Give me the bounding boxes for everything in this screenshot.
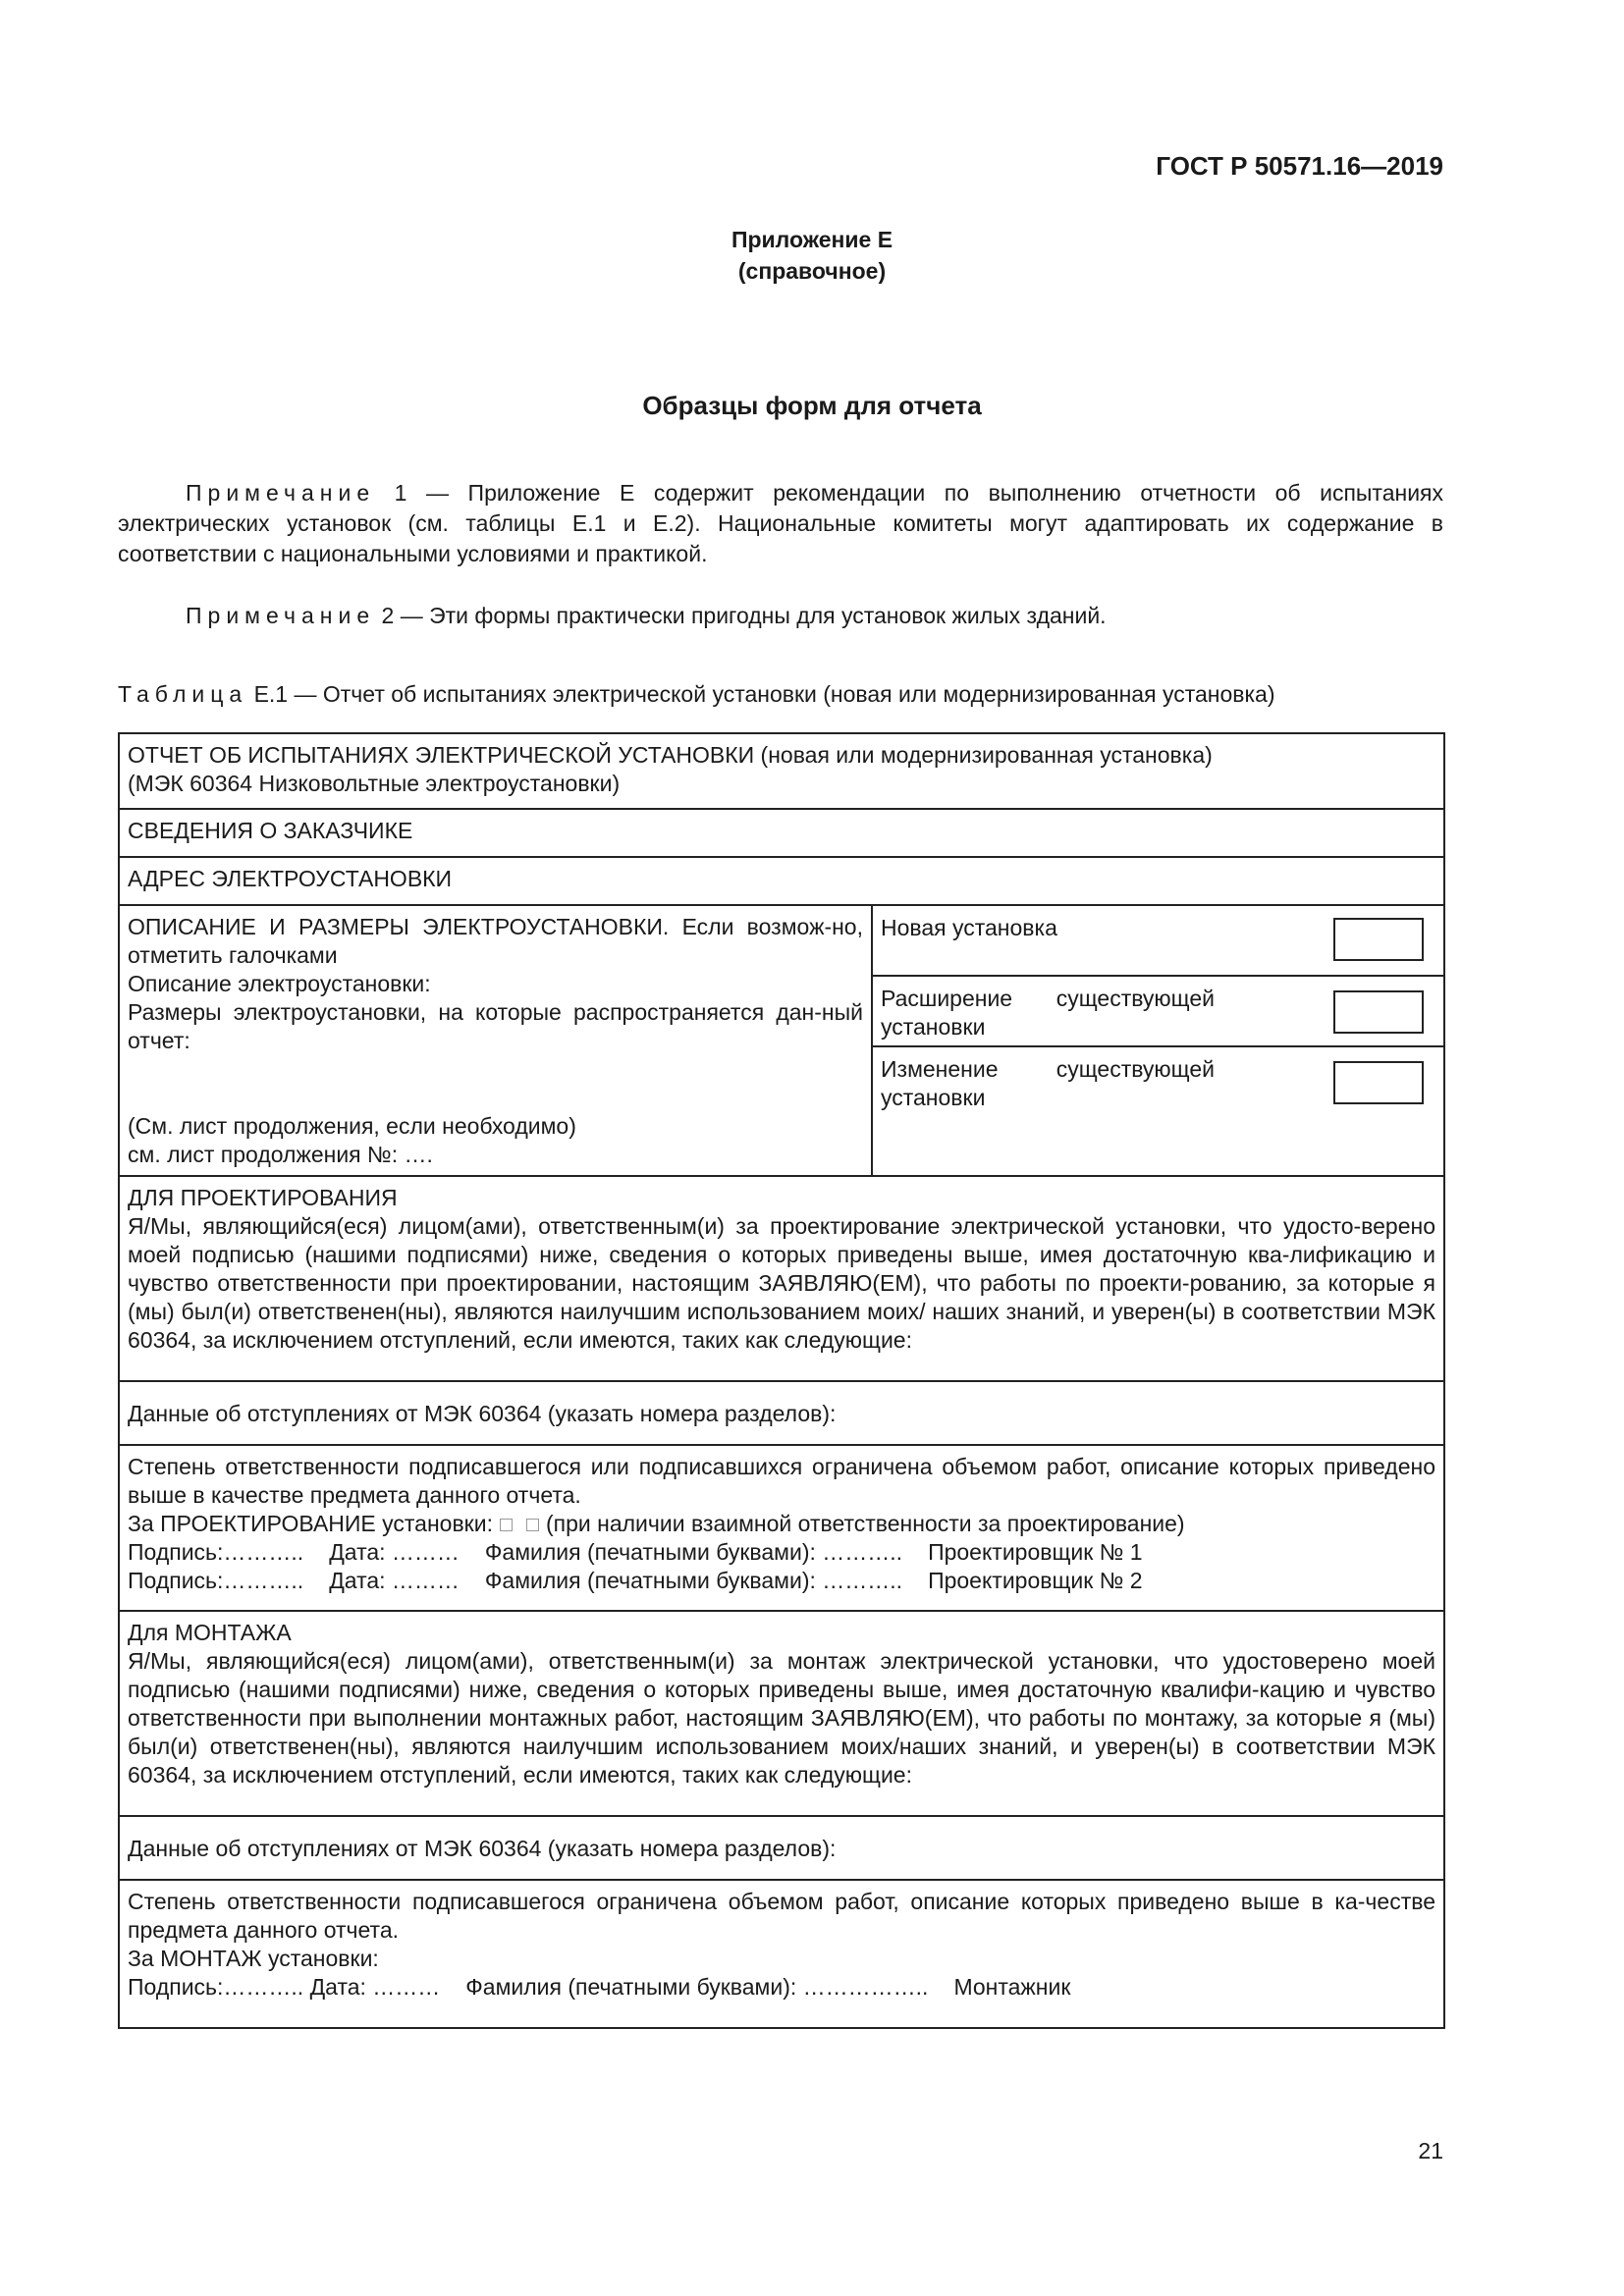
option-alteration-label: Изменение существующей установки xyxy=(881,1056,1215,1110)
form-title-cell xyxy=(119,733,1444,809)
customer-info-label: СВЕДЕНИЯ О ЗАКАЗЧИКЕ xyxy=(128,818,413,843)
description-label: Описание электроустановки: xyxy=(128,971,431,996)
installer-signature-line xyxy=(128,1973,1435,2002)
installer-surname[interactable]: Фамилия (печатными буквами): …………….. xyxy=(465,1974,929,2000)
design-deviations-cell[interactable] xyxy=(119,1381,1444,1445)
note-2-text: 2 — Эти формы практически пригодны для установок жилых зданий. xyxy=(375,603,1107,628)
note-1-text: 1 — Приложение Е содержит рекомендации по выполнению отчетности об испытаниях электрических установок (см. таблицы Е.1 и Е.2). Национальные комитеты могут адаптировать их содержание в соответствии с национальными условиями и практикой. xyxy=(118,480,1443,566)
install-deviations-cell[interactable] xyxy=(119,1816,1444,1880)
designer-2-surname[interactable]: Фамилия (печатными буквами): ……….. xyxy=(484,1568,903,1593)
installer-signature-date[interactable]: Подпись:……….. Дата: ……… xyxy=(128,1974,441,2000)
option-alteration xyxy=(873,1047,1443,1175)
note-2-label: Примечание xyxy=(186,603,376,628)
design-for-label: За ПРОЕКТИРОВАНИЕ установки: xyxy=(128,1511,493,1536)
note-2 xyxy=(118,601,1443,631)
design-checkbox-1[interactable] xyxy=(500,1519,513,1531)
page-number: 21 xyxy=(1418,2138,1443,2163)
table-caption xyxy=(118,681,1275,708)
appendix-title: Приложение Е xyxy=(731,227,893,252)
designer-2-signature-line xyxy=(128,1567,1435,1595)
installation-address-label: АДРЕС ЭЛЕКТРОУСТАНОВКИ xyxy=(128,866,453,891)
install-heading: Для МОНТАЖА xyxy=(128,1620,292,1645)
option-extension xyxy=(873,977,1443,1047)
description-heading: ОПИСАНИЕ И РАЗМЕРЫ ЭЛЕКТРОУСТАНОВКИ. Если возмож-но, отметить галочками xyxy=(128,914,863,968)
form-title-line1: ОТЧЕТ ОБ ИСПЫТАНИЯХ ЭЛЕКТРИЧЕСКОЙ УСТАНОВКИ (новая или модернизированная установка) xyxy=(128,742,1213,768)
document-code: ГОСТ Р 50571.16—2019 xyxy=(1156,151,1443,181)
design-heading: ДЛЯ ПРОЕКТИРОВАНИЯ xyxy=(128,1185,398,1210)
option-extension-label: Расширение существующей установки xyxy=(881,986,1215,1040)
option-new-installation xyxy=(873,906,1443,977)
table-caption-label: Таблица xyxy=(118,681,248,707)
installation-address-cell[interactable] xyxy=(119,857,1444,905)
design-liability-text: Степень ответственности подписавшегося или подписавшихся ограничена объемом работ, описание которых приведено выше в качестве предмета данного отчета. xyxy=(128,1454,1435,1508)
description-cell[interactable] xyxy=(119,905,872,1176)
note-1-label: Примечание xyxy=(186,480,376,506)
design-declaration-text: Я/Мы, являющийся(еся) лицом(ами), ответственным(и) за проектирование электрической установки, что удосто-верено моей подписью (нашими подписями) ниже, сведения о которых приведены выше, имея достаточную ква-лификацию и чувство ответственности при проектировании, настоящим ЗАЯВЛЯЮ(ЕМ), что работы по проекти-рованию, за которые я (мы) был(и) ответственен(ны), являются наилучшим использованием моих/ наших знаний, и уверен(ы) в соответствии МЭК 60364, за исключением отступлений, если имеются, таких как следующие: xyxy=(128,1213,1435,1353)
note-1 xyxy=(118,478,1443,569)
design-declaration-cell xyxy=(119,1176,1444,1381)
report-form-table xyxy=(118,732,1445,2029)
install-signatures-cell xyxy=(119,1880,1444,2028)
design-checkbox-2[interactable] xyxy=(526,1519,539,1531)
section-title: Образцы форм для отчета xyxy=(642,391,982,420)
new-installation-checkbox[interactable] xyxy=(1333,918,1424,961)
designer-1-signature[interactable]: Подпись:……….. xyxy=(128,1539,304,1565)
appendix-subtitle: (справочное) xyxy=(737,258,887,284)
appendix-heading xyxy=(0,224,1624,287)
designer-1-signature-line xyxy=(128,1538,1435,1567)
option-new-installation-label: Новая установка xyxy=(881,915,1057,940)
designer-1-role: Проектировщик № 1 xyxy=(928,1539,1143,1565)
designer-2-signature[interactable]: Подпись:……….. xyxy=(128,1568,304,1593)
designer-2-date[interactable]: Дата: ……… xyxy=(329,1568,460,1593)
design-for-line xyxy=(128,1510,1435,1538)
table-caption-text: Е.1 — Отчет об испытаниях электрической установки (новая или модернизированная установка) xyxy=(247,681,1275,707)
install-deviations-label: Данные об отступлениях от МЭК 60364 (указать номера разделов): xyxy=(128,1835,837,1861)
designer-1-surname[interactable]: Фамилия (печатными буквами): ……….. xyxy=(484,1539,903,1565)
install-declaration-cell xyxy=(119,1611,1444,1816)
install-declaration-text: Я/Мы, являющийся(еся) лицом(ами), ответственным(и) за монтаж электрической установки, что удостоверено моей подписью (нашими подписями) ниже, сведения о которых приведены выше, имея достаточную квалифи-кацию и чувство ответственности при выполнении монтажных работ, настоящим ЗАЯВЛЯЮ(ЕМ), что работы по монтажу, за которые я (мы) был(и) ответственен(ны), являются наилучшим использованием моих/наших знаний, и уверен(ы) в соответствии МЭК 60364, за исключением отступлений, если имеются, таких как следующие: xyxy=(128,1648,1435,1788)
design-deviations-label: Данные об отступлениях от МЭК 60364 (указать номера разделов): xyxy=(128,1400,837,1426)
continuation-sheet-number: см. лист продолжения №: …. xyxy=(128,1142,433,1167)
form-title-line2: (МЭК 60364 Низковольтные электроустановки) xyxy=(128,771,621,796)
see-continuation-note: (См. лист продолжения, если необходимо) xyxy=(128,1113,576,1139)
size-label: Размеры электроустановки, на которые распространяется дан-ный отчет: xyxy=(128,999,863,1053)
design-signatures-cell xyxy=(119,1445,1444,1611)
install-liability-text: Степень ответственности подписавшегося ограничена объемом работ, описание которых приведено выше в ка-честве предмета данного отчета. xyxy=(128,1889,1435,1943)
designer-1-date[interactable]: Дата: ……… xyxy=(329,1539,460,1565)
designer-2-role: Проектировщик № 2 xyxy=(928,1568,1143,1593)
mutual-responsibility-note: (при наличии взаимной ответственности за проектирование) xyxy=(546,1511,1185,1536)
install-for-label: За МОНТАЖ установки: xyxy=(128,1946,379,1971)
alteration-checkbox[interactable] xyxy=(1333,1061,1424,1104)
installer-role: Монтажник xyxy=(953,1974,1071,2000)
customer-info-cell[interactable] xyxy=(119,809,1444,857)
installation-type-options xyxy=(872,905,1444,1176)
extension-checkbox[interactable] xyxy=(1333,990,1424,1034)
